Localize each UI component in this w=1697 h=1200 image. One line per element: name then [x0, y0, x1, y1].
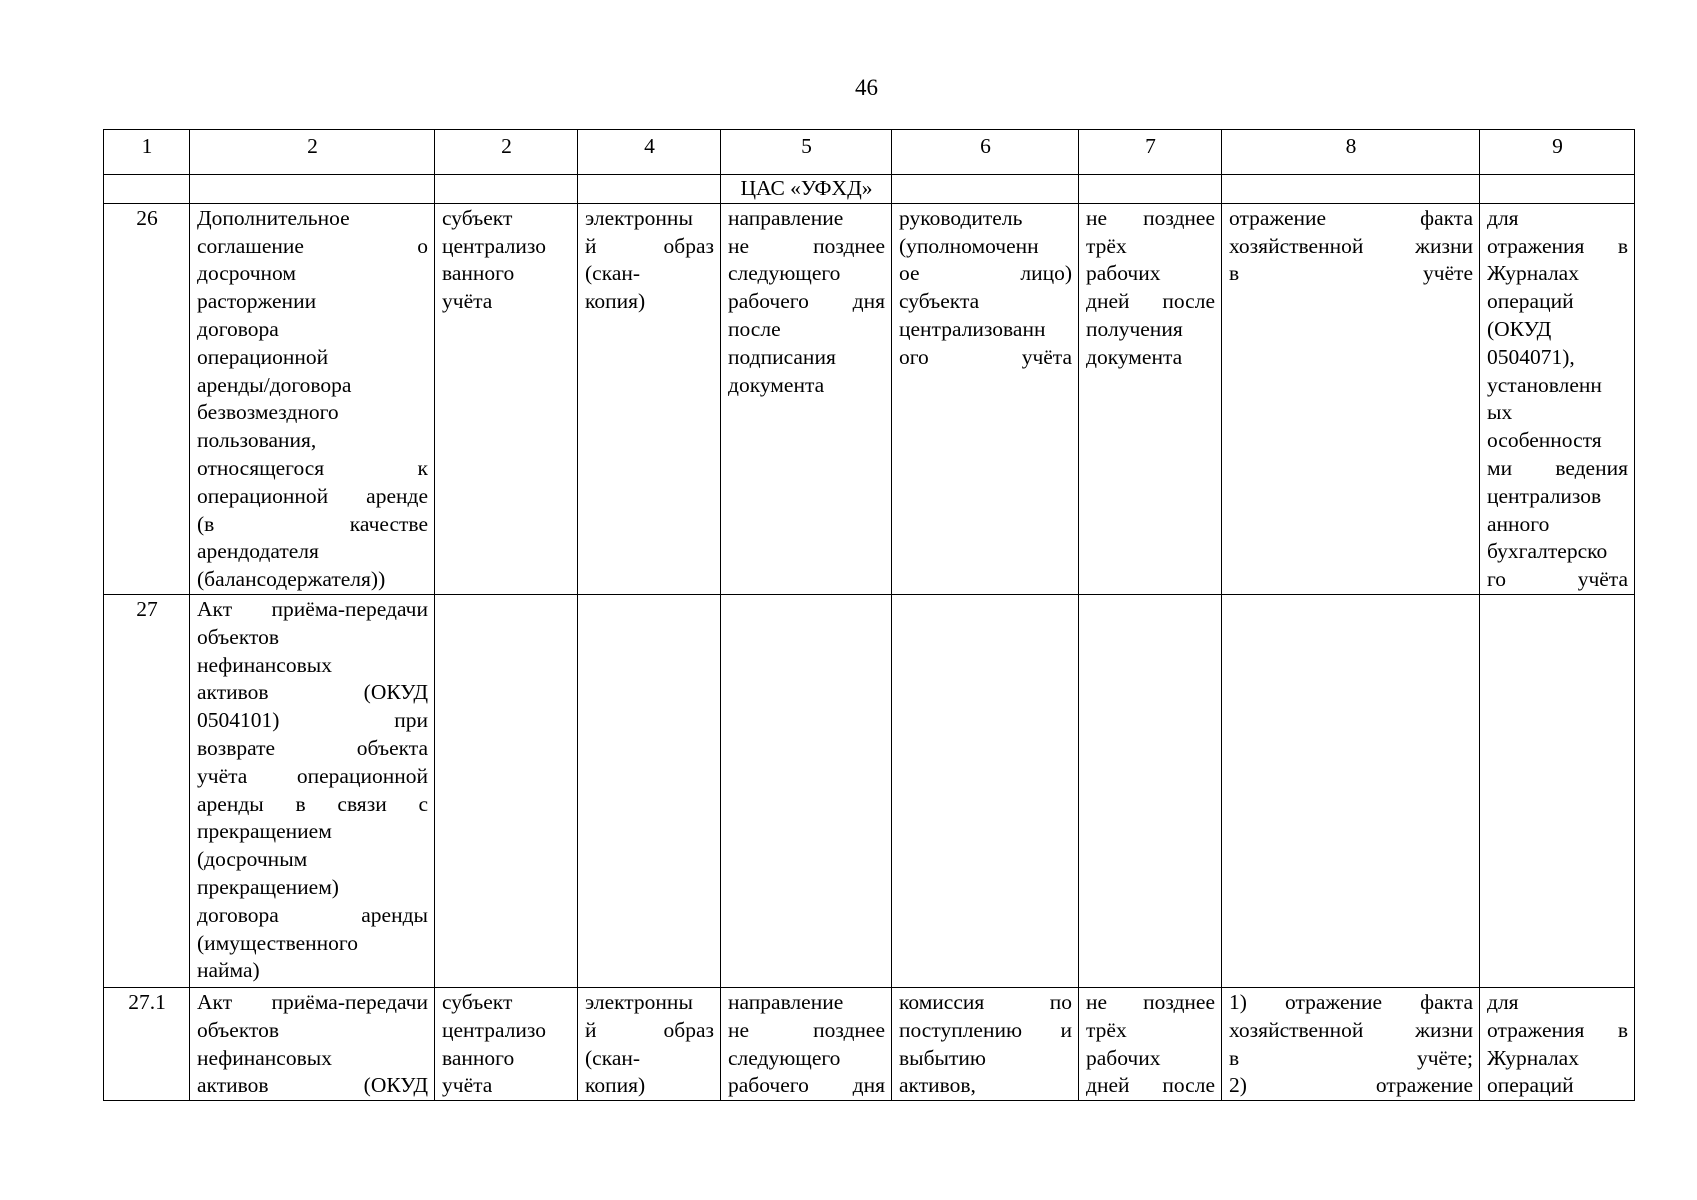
cell-line: нефинансовых — [197, 652, 332, 677]
cell-line: отражение факта — [1229, 205, 1473, 230]
cell-line: операций — [1487, 1073, 1574, 1098]
cell-line: ми ведения — [1487, 455, 1628, 480]
cell-line: рабочего дня — [728, 289, 885, 314]
cell-line: операционной — [197, 344, 329, 369]
section-empty-cell — [578, 175, 721, 204]
header-cell: 4 — [578, 130, 721, 175]
cell-line: учёта — [442, 289, 493, 314]
submission-term-cell — [721, 203, 892, 594]
cell-line: централизо — [442, 233, 547, 258]
cell-line: руководитель — [899, 205, 1023, 230]
cell-line: в учёте; — [1229, 1045, 1473, 1070]
cell-line: документа — [1086, 344, 1183, 369]
cell-line: ого учёта — [899, 344, 1072, 369]
cell-line: субъект — [442, 205, 513, 230]
action-cell — [1222, 987, 1480, 1100]
cell-line: особенностя — [1487, 428, 1602, 453]
originator-cell — [435, 203, 578, 594]
cell-line: 1) отражение факта — [1229, 989, 1473, 1014]
cell-line: (ОКУД — [1487, 316, 1552, 341]
cell-line: отражения в — [1487, 1017, 1628, 1042]
header-cell: 5 — [721, 130, 892, 175]
submission-term-cell — [721, 987, 892, 1100]
cell-line: аренды в связи с — [197, 791, 428, 816]
cell-line: Журналах — [1487, 261, 1579, 286]
header-cell: 8 — [1222, 130, 1480, 175]
cell-line: рабочего дня — [728, 1073, 885, 1098]
cell-line: (скан- — [585, 1045, 641, 1070]
processing-term-cell — [1079, 987, 1222, 1100]
cell-line: безвозмездного — [197, 400, 339, 425]
cell-line: 2) отражение — [1229, 1073, 1473, 1098]
cell-line: найма) — [197, 958, 260, 983]
cell-line: активов, — [899, 1073, 976, 1098]
cell-line: не позднее — [728, 1017, 885, 1042]
table-row — [104, 203, 1635, 594]
cell-line: документа — [728, 372, 825, 397]
cell-line: хозяйственной жизни — [1229, 233, 1473, 258]
cell-line: 0504101) при — [197, 708, 428, 733]
header-row — [104, 130, 1635, 175]
cell-line: операций — [1487, 289, 1574, 314]
cell-line: рабочих — [1086, 1045, 1161, 1070]
document-name-cell — [190, 987, 435, 1100]
cell-line: договора — [197, 316, 279, 341]
cell-line: прекращением) — [197, 874, 339, 899]
cell-line: активов (ОКУД — [197, 680, 428, 705]
cell-line: дней после — [1086, 1073, 1215, 1098]
cell-line: объектов — [197, 1017, 279, 1042]
cell-line: Дополнительное — [197, 205, 350, 230]
table-row — [104, 987, 1635, 1100]
cell-line: рабочих — [1086, 261, 1161, 286]
cell-line: подписания — [728, 344, 836, 369]
cell-line: (скан- — [585, 261, 641, 286]
cell-line: (в качестве — [197, 511, 428, 536]
cell-line: ванного — [442, 261, 515, 286]
cell-line: относящегося к — [197, 455, 428, 480]
page-number: 46 — [855, 75, 878, 100]
cell-line: следующего — [728, 1045, 841, 1070]
document-form-cell — [578, 203, 721, 594]
cell-line: хозяйственной жизни — [1229, 1017, 1473, 1042]
cell-line: операционной аренде — [197, 483, 428, 508]
cell-line: установленн — [1487, 372, 1602, 397]
purpose-cell — [1480, 203, 1635, 594]
cell-line: поступлению и — [899, 1017, 1072, 1042]
cell-line: Журналах — [1487, 1045, 1579, 1070]
cell-line: ых — [1487, 400, 1513, 425]
cell-line: электронны — [585, 205, 693, 230]
cell-line: объектов — [197, 624, 279, 649]
cell-line: субъекта — [899, 289, 980, 314]
cell-line: бухгалтерско — [1487, 539, 1608, 564]
cell-line: для — [1487, 205, 1519, 230]
processing-term-cell — [1079, 203, 1222, 594]
cell-line: не позднее — [1086, 989, 1215, 1014]
cell-line: следующего — [728, 261, 841, 286]
purpose-cell — [1480, 594, 1635, 987]
cell-line: дней после — [1086, 289, 1215, 314]
cell-line: выбытию — [899, 1045, 986, 1070]
cell-line: (балансодержателя)) — [197, 567, 386, 592]
document-form-cell — [578, 594, 721, 987]
document-name-cell — [190, 594, 435, 987]
cell-line: возврате объекта — [197, 735, 428, 760]
header-cell: 6 — [892, 130, 1079, 175]
cell-line: централизованн — [899, 316, 1046, 341]
document-name-cell — [190, 203, 435, 594]
section-label: ЦАС «УФХД» — [721, 175, 892, 204]
originator-cell — [435, 594, 578, 987]
cell-line: 0504071), — [1487, 344, 1575, 369]
document-table — [103, 129, 1635, 1101]
cell-line: й образ — [585, 233, 714, 258]
cell-line: активов (ОКУД — [197, 1073, 428, 1098]
section-empty-cell — [892, 175, 1079, 204]
cell-line: прекращением — [197, 819, 332, 844]
cell-line: нефинансовых — [197, 1045, 332, 1070]
header-cell: 7 — [1079, 130, 1222, 175]
cell-line: учёта — [442, 1073, 493, 1098]
cell-line: ое лицо) — [899, 261, 1072, 286]
submission-term-cell — [721, 594, 892, 987]
cell-line: договора аренды — [197, 902, 428, 927]
cell-line: субъект — [442, 989, 513, 1014]
cell-line: не позднее — [1086, 205, 1215, 230]
cell-line: й образ — [585, 1017, 714, 1042]
purpose-cell — [1480, 987, 1635, 1100]
cell-line: Акт приёма-передачи — [197, 596, 428, 621]
cell-line: направление — [728, 989, 844, 1014]
cell-line: для — [1487, 989, 1519, 1014]
header-cell: 9 — [1480, 130, 1635, 175]
cell-line: трёх — [1086, 233, 1127, 258]
section-empty-cell — [1079, 175, 1222, 204]
section-empty-cell — [1222, 175, 1480, 204]
section-row — [104, 175, 1635, 204]
cell-line: трёх — [1086, 1017, 1127, 1042]
cell-line: (досрочным — [197, 847, 308, 872]
action-cell — [1222, 203, 1480, 594]
cell-line: не позднее — [728, 233, 885, 258]
cell-line: (уполномоченн — [899, 233, 1039, 258]
section-empty-cell — [435, 175, 578, 204]
cell-line: (имущественного — [197, 930, 358, 955]
cell-line: направление — [728, 205, 844, 230]
action-cell — [1222, 594, 1480, 987]
cell-line: централизов — [1487, 483, 1602, 508]
originator-cell — [435, 987, 578, 1100]
row-number: 27 — [104, 594, 190, 987]
cell-line: ванного — [442, 1045, 515, 1070]
cell-line: после — [728, 316, 781, 341]
section-empty-cell — [1480, 175, 1635, 204]
cell-line: копия) — [585, 289, 646, 314]
cell-line: учёта операционной — [197, 763, 428, 788]
cell-line: получения — [1086, 316, 1183, 341]
responsible-person-cell — [892, 987, 1079, 1100]
cell-line: пользования, — [197, 428, 317, 453]
cell-line: расторжении — [197, 289, 317, 314]
table-row — [104, 594, 1635, 987]
processing-term-cell — [1079, 594, 1222, 987]
responsible-person-cell — [892, 203, 1079, 594]
header-cell: 2 — [190, 130, 435, 175]
cell-line: аренды/договора — [197, 372, 352, 397]
cell-line: комиссия по — [899, 989, 1072, 1014]
row-number: 27.1 — [104, 987, 190, 1100]
cell-line: в учёте — [1229, 261, 1473, 286]
cell-line: отражения в — [1487, 233, 1628, 258]
header-cell: 1 — [104, 130, 190, 175]
cell-line: Акт приёма-передачи — [197, 989, 428, 1014]
section-empty-cell — [190, 175, 435, 204]
row-number: 26 — [104, 203, 190, 594]
cell-line: копия) — [585, 1073, 646, 1098]
document-form-cell — [578, 987, 721, 1100]
cell-line: го учёта — [1487, 567, 1628, 592]
section-empty-cell — [104, 175, 190, 204]
cell-line: централизо — [442, 1017, 547, 1042]
header-cell: 2 — [435, 130, 578, 175]
cell-line: досрочном — [197, 261, 296, 286]
cell-line: анного — [1487, 511, 1550, 536]
cell-line: соглашение о — [197, 233, 428, 258]
responsible-person-cell — [892, 594, 1079, 987]
cell-line: арендодателя — [197, 539, 319, 564]
cell-line: электронны — [585, 989, 693, 1014]
